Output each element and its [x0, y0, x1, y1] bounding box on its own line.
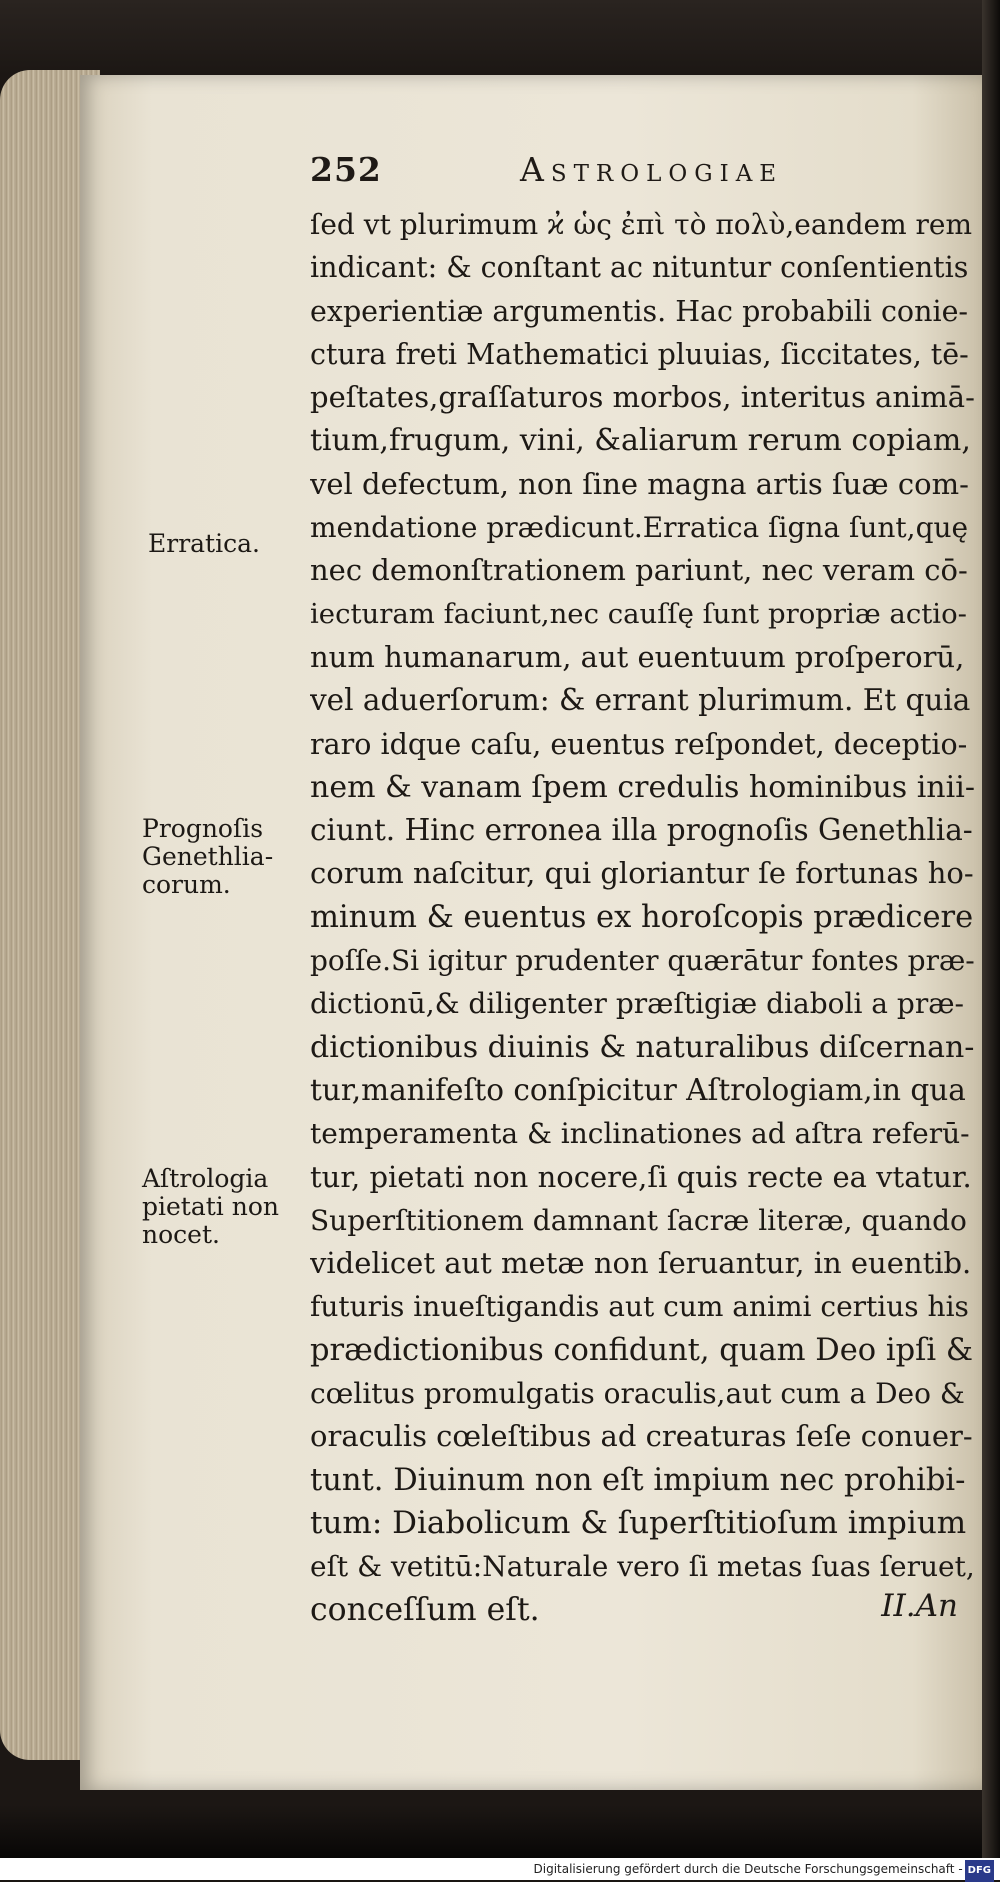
credit-text: Digitalisierung gefördert durch die Deutsche Forschungsgemeinschaft -: [533, 1862, 963, 1876]
text-line: conceſſum eſt.: [310, 1591, 540, 1628]
book-spine: [982, 0, 1000, 1880]
text-line: eſt & vetitū:Naturale vero ſi metas ſuas ſeruet,: [310, 1550, 975, 1584]
text-line: peſtates,graſſaturos morbos, interitus animā-: [310, 380, 975, 415]
marginal-note-prognosis: [142, 815, 273, 899]
running-head: Astrologiae: [520, 150, 784, 189]
text-line: ſed vt plurimum ϰ̓ ὡς ἐπὶ τὸ πολὺ,eandem rem: [310, 208, 973, 241]
text-line: raro idque caſu, euentus reſpondet, deceptio-: [310, 727, 968, 761]
digitization-credit: [0, 1858, 1000, 1880]
margin-line: Genethlia-: [142, 842, 274, 871]
text-line: minum & euentus ex horoſcopis prædicere: [310, 899, 974, 935]
text-line: tium,frugum, vini, &aliarum rerum copiam,: [310, 423, 971, 459]
margin-line: pietati non: [142, 1192, 279, 1221]
text-line: dictionibus diuinis & naturalibus diſcernan-: [310, 1029, 975, 1065]
text-line: prædictionibus confidunt, quam Deo ipſi &: [310, 1332, 974, 1368]
margin-line: corum.: [142, 870, 231, 899]
text-line: vel aduerſorum: & errant plurimum. Et quia: [310, 683, 971, 718]
text-line: videlicet aut metæ non ſeruantur, in euentib.: [310, 1246, 972, 1281]
page-number: 252: [310, 150, 382, 189]
margin-line: Aſtrologia: [142, 1164, 269, 1193]
page-header: [310, 148, 970, 198]
text-line: poſſe.Si igitur prudenter quærātur fontes præ-: [310, 944, 975, 978]
body-text: [310, 203, 975, 1632]
text-line: cœlitus promulgatis oraculis,aut cum a Deo &: [310, 1377, 965, 1411]
text-line: nem & vanam ſpem credulis hominibus inii-: [310, 769, 975, 805]
text-line: ciunt. Hinc erronea illa prognoſis Genethlia-: [310, 813, 973, 848]
text-line: corum naſcitur, qui gloriantur ſe fortunas ho-: [310, 856, 974, 891]
text-line: oraculis cœleſtibus ad creaturas ſeſe conuer-: [310, 1419, 973, 1454]
text-line: futuris inueſtigandis aut cum animi certius his: [310, 1290, 969, 1324]
text-line: tur,manifeſto conſpicitur Aſtrologiam,in qua: [310, 1072, 966, 1107]
text-line: num humanarum, aut euentuum proſperorū,: [310, 639, 965, 674]
text-line: experientiæ argumentis. Hac probabili conie-: [310, 294, 969, 328]
text-line: indicant: & conſtant ac nituntur conſentientis: [310, 251, 969, 285]
text-line: iecturam faciunt,nec cauſſę ſunt propriæ actio-: [310, 597, 967, 630]
text-line: mendatione prædicunt.Erratica ſigna ſunt,quę: [310, 511, 969, 545]
text-line: ctura freti Mathematici pluuias, ſiccitates, tē-: [310, 337, 969, 371]
text-line: temperamenta & inclinationes ad aſtra referū-: [310, 1117, 970, 1151]
text-line: dictionū,& diligenter præſtigiæ diaboli a præ-: [310, 987, 964, 1021]
catchword: II.An: [881, 1588, 958, 1624]
marginal-note-erratica: [148, 530, 260, 558]
text-line: tum: Diabolicum & ſuperſtitioſum impium: [310, 1504, 967, 1541]
text-line: nec demonſtrationem pariunt, nec veram cō-: [310, 553, 968, 588]
text-line: vel defectum, non ſine magna artis ſuæ com-: [310, 466, 969, 501]
margin-line: Prognoſis: [142, 814, 264, 843]
dfg-logo: DFG: [965, 1860, 994, 1882]
marginal-note-astrologia: [142, 1165, 279, 1249]
text-line: tunt. Diuinum non eſt impium nec prohibi-: [310, 1462, 966, 1498]
margin-line: Erratica.: [148, 529, 260, 558]
text-line: tur, pietati non nocere,ſi quis recte ea vtatur.: [310, 1159, 972, 1194]
text-line: Superſtitionem damnant ſacræ literæ, quando: [310, 1203, 967, 1237]
margin-line: nocet.: [142, 1220, 220, 1249]
